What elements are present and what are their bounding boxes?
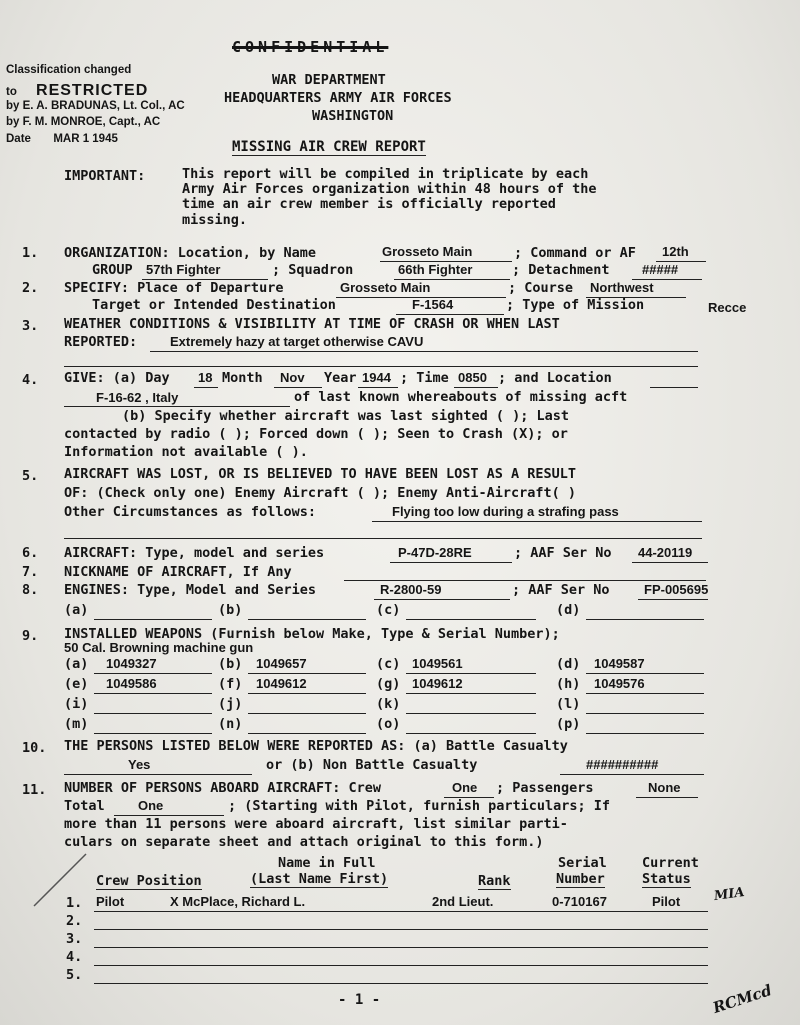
s1-detachment-label: ; Detachment bbox=[512, 262, 610, 278]
weapon-serial-h: 1049576 bbox=[594, 676, 645, 691]
weapon-label-o: (o) bbox=[376, 716, 401, 732]
s10-nonbattle-label: or (b) Non Battle Casualty bbox=[266, 757, 478, 773]
weapon-line-f bbox=[248, 693, 366, 694]
s6-type-line bbox=[390, 562, 512, 563]
s5-check-label: OF: (Check only one) Enemy Aircraft ( ); Enemy Anti-Aircraft( ) bbox=[64, 485, 577, 501]
crew-row-4-num: 4. bbox=[66, 949, 83, 965]
crew-row-3-line bbox=[94, 947, 708, 948]
s2-number: 2. bbox=[22, 280, 39, 296]
s8-label-c: (c) bbox=[376, 602, 401, 618]
s4-month-line bbox=[274, 387, 322, 388]
s4-day-label: GIVE: (a) Day bbox=[64, 370, 170, 386]
s1-location: Grosseto Main bbox=[382, 244, 473, 259]
weapon-label-n: (n) bbox=[218, 716, 243, 732]
report-title: MISSING AIR CREW REPORT bbox=[232, 139, 426, 155]
s3-extra-line bbox=[64, 366, 698, 367]
crew-name-header-top: Name in Full bbox=[278, 855, 376, 871]
weapon-line-a bbox=[94, 673, 212, 674]
s3-weather: Extremely hazy at target otherwise CAVU bbox=[170, 334, 424, 349]
s5-other-label: Other Circumstances as follows: bbox=[64, 504, 316, 520]
s1-command-label: ; Command or AF bbox=[514, 245, 636, 261]
s4-time-line bbox=[454, 387, 498, 388]
weapon-label-a: (a) bbox=[64, 656, 89, 672]
s11-crew: One bbox=[452, 780, 478, 795]
confidential-stamp: CONFIDENTIAL bbox=[232, 38, 389, 56]
s4-number: 4. bbox=[22, 372, 39, 388]
s4-specify-label: (b) Specify whether aircraft was last sighted ( ); Last bbox=[122, 408, 570, 424]
weapon-line-i bbox=[94, 713, 212, 714]
s6-aircraft-label: AIRCRAFT: Type, model and series bbox=[64, 545, 325, 561]
crew-row-1-serial: 0-710167 bbox=[552, 894, 607, 909]
weapon-line-o bbox=[406, 733, 536, 734]
weapon-serial-a: 1049327 bbox=[106, 656, 157, 671]
weapon-label-h: (h) bbox=[556, 676, 581, 692]
s4-location-line bbox=[64, 406, 290, 407]
crew-row-3-num: 3. bbox=[66, 931, 83, 947]
crew-serial-header-bottom: Number bbox=[556, 871, 605, 887]
s4-day-line bbox=[194, 387, 218, 388]
weapon-serial-g: 1049612 bbox=[412, 676, 463, 691]
weapon-line-b bbox=[248, 673, 366, 674]
weapon-label-l: (l) bbox=[556, 696, 581, 712]
crew-status-header-bottom: Status bbox=[642, 871, 691, 887]
crew-row-2-num: 2. bbox=[66, 913, 83, 929]
s3-weather-line bbox=[150, 351, 698, 352]
s10-nonbattle-line bbox=[560, 774, 704, 775]
important-line-3: time an air crew member is officially reported bbox=[182, 196, 556, 212]
weapon-line-m bbox=[94, 733, 212, 734]
important-line-2: Army Air Forces organization within 48 hours of the bbox=[182, 181, 597, 197]
s10-battle: Yes bbox=[128, 757, 151, 772]
weapon-label-j: (j) bbox=[218, 696, 243, 712]
s2-course: Northwest bbox=[590, 280, 654, 295]
s1-squadron: 66th Fighter bbox=[398, 262, 473, 277]
s2-departure: Grosseto Main bbox=[340, 280, 431, 295]
s11-more-label: more than 11 persons were aboard aircraft, list similar parti- bbox=[64, 816, 568, 832]
classification-by2: by F. M. MONROE, Capt., AC bbox=[6, 116, 161, 128]
weapon-serial-e: 1049586 bbox=[106, 676, 157, 691]
important-line-1: This report will be compiled in triplicate by each bbox=[182, 166, 589, 182]
classification-line1: Classification changed bbox=[6, 64, 132, 76]
s8-line-c bbox=[406, 619, 536, 620]
s5-circumstances-line bbox=[372, 521, 702, 522]
weapon-label-c: (c) bbox=[376, 656, 401, 672]
s2-mission-label: ; Type of Mission bbox=[506, 297, 645, 313]
s1-number: 1. bbox=[22, 245, 39, 261]
s11-number: 11. bbox=[22, 782, 47, 798]
s4-time-label: ; Time bbox=[400, 370, 449, 386]
s1-group-label: GROUP bbox=[92, 262, 133, 278]
crew-position-header: Crew Position bbox=[96, 873, 202, 889]
s10-nonbattle: ########## bbox=[586, 757, 659, 772]
s8-label-b: (b) bbox=[218, 602, 243, 618]
weapon-label-f: (f) bbox=[218, 676, 243, 692]
s4-year: 1944 bbox=[362, 370, 391, 385]
s4-month-label: Month bbox=[222, 370, 263, 386]
s4-contact-label: contacted by radio ( ); Forced down ( ); Seen to Crash (X); or bbox=[64, 426, 568, 442]
s1-command: 12th bbox=[662, 244, 689, 259]
s11-separate-label: culars on separate sheet and attach original to this form.) bbox=[64, 834, 544, 850]
important-label: IMPORTANT: bbox=[64, 168, 146, 184]
s2-departure-label: SPECIFY: Place of Departure bbox=[64, 280, 284, 296]
hq-name: HEADQUARTERS ARMY AIR FORCES bbox=[224, 90, 452, 106]
s2-course-label: ; Course bbox=[508, 280, 574, 296]
s11-passengers-label: ; Passengers bbox=[496, 780, 594, 796]
crew-row-1-rank: 2nd Lieut. bbox=[432, 894, 494, 909]
s6-serial: 44-20119 bbox=[638, 545, 693, 560]
mia-annotation: MIA bbox=[713, 884, 746, 905]
s8-label-a: (a) bbox=[64, 602, 89, 618]
s4-location: F-16-62 , Italy bbox=[96, 390, 179, 405]
restricted-stamp: RESTRICTED bbox=[36, 82, 149, 99]
s10-number: 10. bbox=[22, 740, 47, 756]
s8-line-d bbox=[586, 619, 704, 620]
s4-day: 18 bbox=[198, 370, 213, 385]
weapon-serial-d: 1049587 bbox=[594, 656, 645, 671]
s10-reported-label: THE PERSONS LISTED BELOW WERE REPORTED AS: (a) Battle Casualty bbox=[64, 738, 568, 754]
weapon-label-d: (d) bbox=[556, 656, 581, 672]
classification-to: to RESTRICTED bbox=[6, 82, 149, 99]
s9-weapons-label: INSTALLED WEAPONS (Furnish below Make, Type & Serial Number); bbox=[64, 626, 560, 642]
weapon-line-c bbox=[406, 673, 536, 674]
s9-weapon-make: 50 Cal. Browning machine gun bbox=[64, 640, 254, 655]
s2-mission: Recce bbox=[708, 300, 747, 315]
s5-lost-label: AIRCRAFT WAS LOST, OR IS BELIEVED TO HAVE BEEN LOST AS A RESULT bbox=[64, 466, 577, 482]
weapon-line-e bbox=[94, 693, 212, 694]
s5-circumstances: Flying too low during a strafing pass bbox=[392, 504, 619, 519]
s3-number: 3. bbox=[22, 318, 39, 334]
s8-line-b bbox=[248, 619, 366, 620]
s7-nickname-label: NICKNAME OF AIRCRAFT, If Any bbox=[64, 564, 292, 580]
s7-number: 7. bbox=[22, 564, 39, 580]
weapon-line-p bbox=[586, 733, 704, 734]
s4-location-label: ; and Location bbox=[498, 370, 612, 386]
s8-serial-line bbox=[638, 599, 708, 600]
s1-org-label: ORGANIZATION: Location, by Name bbox=[64, 245, 316, 261]
s8-type-line bbox=[374, 599, 510, 600]
weapon-label-g: (g) bbox=[376, 676, 401, 692]
weapon-label-e: (e) bbox=[64, 676, 89, 692]
s8-label-d: (d) bbox=[556, 602, 581, 618]
s4-whereabouts-label: of last known whereabouts of missing acft bbox=[294, 389, 628, 405]
weapon-line-g bbox=[406, 693, 536, 694]
s4-info-label: Information not available ( ). bbox=[64, 444, 308, 460]
weapon-label-k: (k) bbox=[376, 696, 401, 712]
s3-reported-label: REPORTED: bbox=[64, 334, 138, 350]
s8-line-a bbox=[94, 619, 212, 620]
s11-persons-label: NUMBER OF PERSONS ABOARD AIRCRAFT: Crew bbox=[64, 780, 381, 796]
s4-month: Nov bbox=[280, 370, 305, 385]
s11-passengers: None bbox=[648, 780, 681, 795]
crew-row-1-name: X McPlace, Richard L. bbox=[170, 894, 306, 909]
weapon-label-b: (b) bbox=[218, 656, 243, 672]
s6-serial-label: ; AAF Ser No bbox=[514, 545, 612, 561]
weapon-label-m: (m) bbox=[64, 716, 89, 732]
s8-engine-label: ENGINES: Type, Model and Series bbox=[64, 582, 316, 598]
s10-battle-line bbox=[64, 774, 252, 775]
crew-row-1-num: 1. bbox=[66, 895, 83, 911]
s2-target-line bbox=[396, 314, 504, 315]
crew-row-1-status: Pilot bbox=[652, 894, 681, 909]
s8-serial-label: ; AAF Ser No bbox=[512, 582, 610, 598]
s5-number: 5. bbox=[22, 468, 39, 484]
crew-row-5-line bbox=[94, 983, 708, 984]
s4-year-line bbox=[358, 387, 398, 388]
s1-detachment: ##### bbox=[642, 262, 679, 277]
s4-location-tail-line bbox=[650, 387, 698, 388]
weapon-label-i: (i) bbox=[64, 696, 89, 712]
crew-row-2-line bbox=[94, 929, 708, 930]
s9-number: 9. bbox=[22, 628, 39, 644]
crew-serial-header-top: Serial bbox=[558, 855, 607, 871]
crew-row-5-num: 5. bbox=[66, 967, 83, 983]
s11-total-label: Total bbox=[64, 798, 105, 814]
s11-starting-label: ; (Starting with Pilot, furnish particulars; If bbox=[228, 798, 611, 814]
s8-engine-type: R-2800-59 bbox=[380, 582, 442, 597]
city-name: WASHINGTON bbox=[312, 108, 394, 124]
crew-row-1-position: Pilot bbox=[96, 894, 125, 909]
weapon-line-d bbox=[586, 673, 704, 674]
s6-serial-line bbox=[632, 562, 708, 563]
weapon-serial-f: 1049612 bbox=[256, 676, 307, 691]
s1-group: 57th Fighter bbox=[146, 262, 221, 277]
crew-row-1-line bbox=[94, 911, 708, 912]
handwritten-initials: RCMcd bbox=[710, 981, 774, 1017]
dept-name: WAR DEPARTMENT bbox=[272, 72, 386, 88]
weapon-line-k bbox=[406, 713, 536, 714]
weapon-line-j bbox=[248, 713, 366, 714]
weapon-label-p: (p) bbox=[556, 716, 581, 732]
weapon-line-n bbox=[248, 733, 366, 734]
classification-date: Date MAR 1 1945 bbox=[6, 133, 118, 145]
weapon-line-l bbox=[586, 713, 704, 714]
s8-number: 8. bbox=[22, 582, 39, 598]
s1-squadron-label: ; Squadron bbox=[272, 262, 354, 278]
s11-total: One bbox=[138, 798, 164, 813]
crew-row-4-line bbox=[94, 965, 708, 966]
s3-weather-label: WEATHER CONDITIONS & VISIBILITY AT TIME OF CRASH OR WHEN LAST bbox=[64, 316, 560, 332]
s11-passengers-line bbox=[636, 797, 698, 798]
page-number: - 1 - bbox=[338, 992, 381, 1008]
important-line-4: missing. bbox=[182, 212, 248, 228]
crew-name-header-bottom: (Last Name First) bbox=[250, 871, 389, 887]
weapon-line-h bbox=[586, 693, 704, 694]
s4-year-label: Year bbox=[324, 370, 357, 386]
classification-by1: by E. A. BRADUNAS, Lt. Col., AC bbox=[6, 100, 185, 112]
pencil-mark bbox=[30, 850, 90, 910]
s6-aircraft-type: P-47D-28RE bbox=[398, 545, 472, 560]
s7-nickname-line bbox=[344, 580, 706, 581]
weapon-serial-b: 1049657 bbox=[256, 656, 307, 671]
weapon-serial-c: 1049561 bbox=[412, 656, 463, 671]
s2-target: F-1564 bbox=[412, 297, 454, 312]
s4-time: 0850 bbox=[458, 370, 487, 385]
s6-number: 6. bbox=[22, 545, 39, 561]
crew-status-header-top: Current bbox=[642, 855, 699, 871]
s2-target-label: Target or Intended Destination bbox=[92, 297, 336, 313]
s5-extra-line bbox=[64, 538, 702, 539]
s8-serial: FP-005695 bbox=[644, 582, 709, 597]
crew-rank-header: Rank bbox=[478, 873, 511, 889]
